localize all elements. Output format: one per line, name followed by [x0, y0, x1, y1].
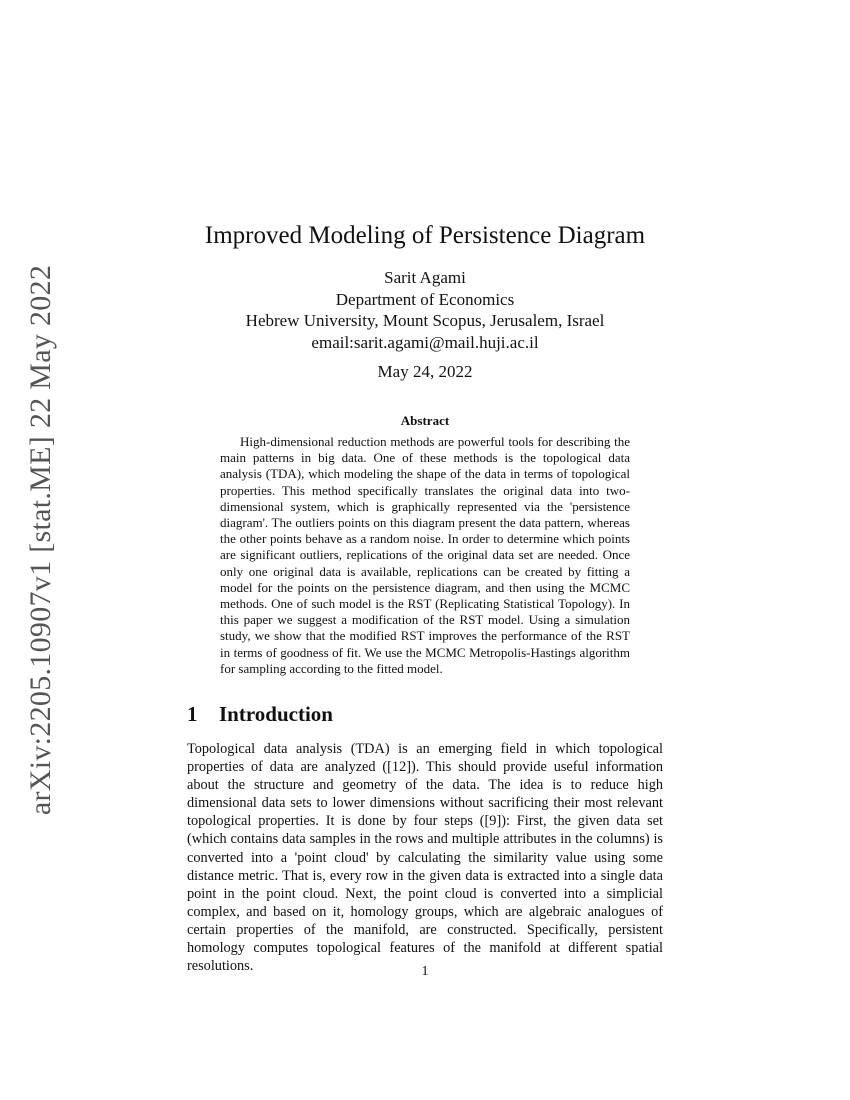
author-block — [0, 267, 850, 353]
author-affiliation: Hebrew University, Mount Scopus, Jerusalem, Israel — [245, 311, 605, 330]
introduction-paragraph: Topological data analysis (TDA) is an emerging field in which topological properties of data are analyzed ([12]). This should provide useful information about the structure and geometry of the data. The idea is to reduce high dimensional data sets to lower dimensions without sacrificing their most relevant topological properties. It is done by four steps ([9]): First, the given data set (which contains data samples in the rows and multiple attributes in the columns) is converted into a 'point cloud' by calculating the similarity value using some distance metric. That is, every row in the given data is extracted into a single data point in the point cloud. Next, the point cloud is converted into a simplicial complex, and based on it, homology groups, which are algebraic analogues of certain properties of the manifold, are constructed. Specifically, persistent homology computes topological features of the manifold at different spatial resolutions. — [187, 741, 663, 975]
section-heading-introduction — [187, 702, 333, 727]
abstract-text: High-dimensional reduction methods are powerful tools for describing the main patterns in big data. One of these methods is the topological data analysis (TDA), which modeling the shape of the data in terms of topological properties. This method specifically translates the original data into two-dimensional system, which is graphically represented via the 'persistence diagram'. The outliers points on this diagram present the data pattern, whereas the other points behave as a random noise. In order to determine which points are significant outliers, replications of the original data set are needed. Once only one original data is available, replications can be created by fitting a model for the points on the persistence diagram, and then using the MCMC methods. One of such model is the RST (Replicating Statistical Topology). In this paper we suggest a modification of the RST model. Using a simulation study, we show that the modified RST improves the performance of the RST in terms of goodness of fit. We use the MCMC Metropolis-Hastings algorithm for sampling according to the fitted model. — [220, 434, 630, 676]
section-number: 1 — [187, 702, 198, 726]
section-title: Introduction — [219, 702, 333, 726]
author-department: Department of Economics — [335, 289, 515, 309]
author-email: email:sarit.agami@mail.huji.ac.il — [311, 332, 539, 352]
paper-title: Improved Modeling of Persistence Diagram — [204, 222, 646, 249]
abstract-heading: Abstract — [400, 413, 450, 428]
arxiv-identifier-text: arXiv:2205.10907v1 [stat.ME] 22 May 2022 — [24, 264, 57, 816]
page-number: 1 — [421, 964, 429, 979]
arxiv-identifier-stamp — [10, 264, 72, 816]
paper-date: May 24, 2022 — [377, 362, 473, 381]
author-name: Sarit Agami — [384, 268, 466, 287]
